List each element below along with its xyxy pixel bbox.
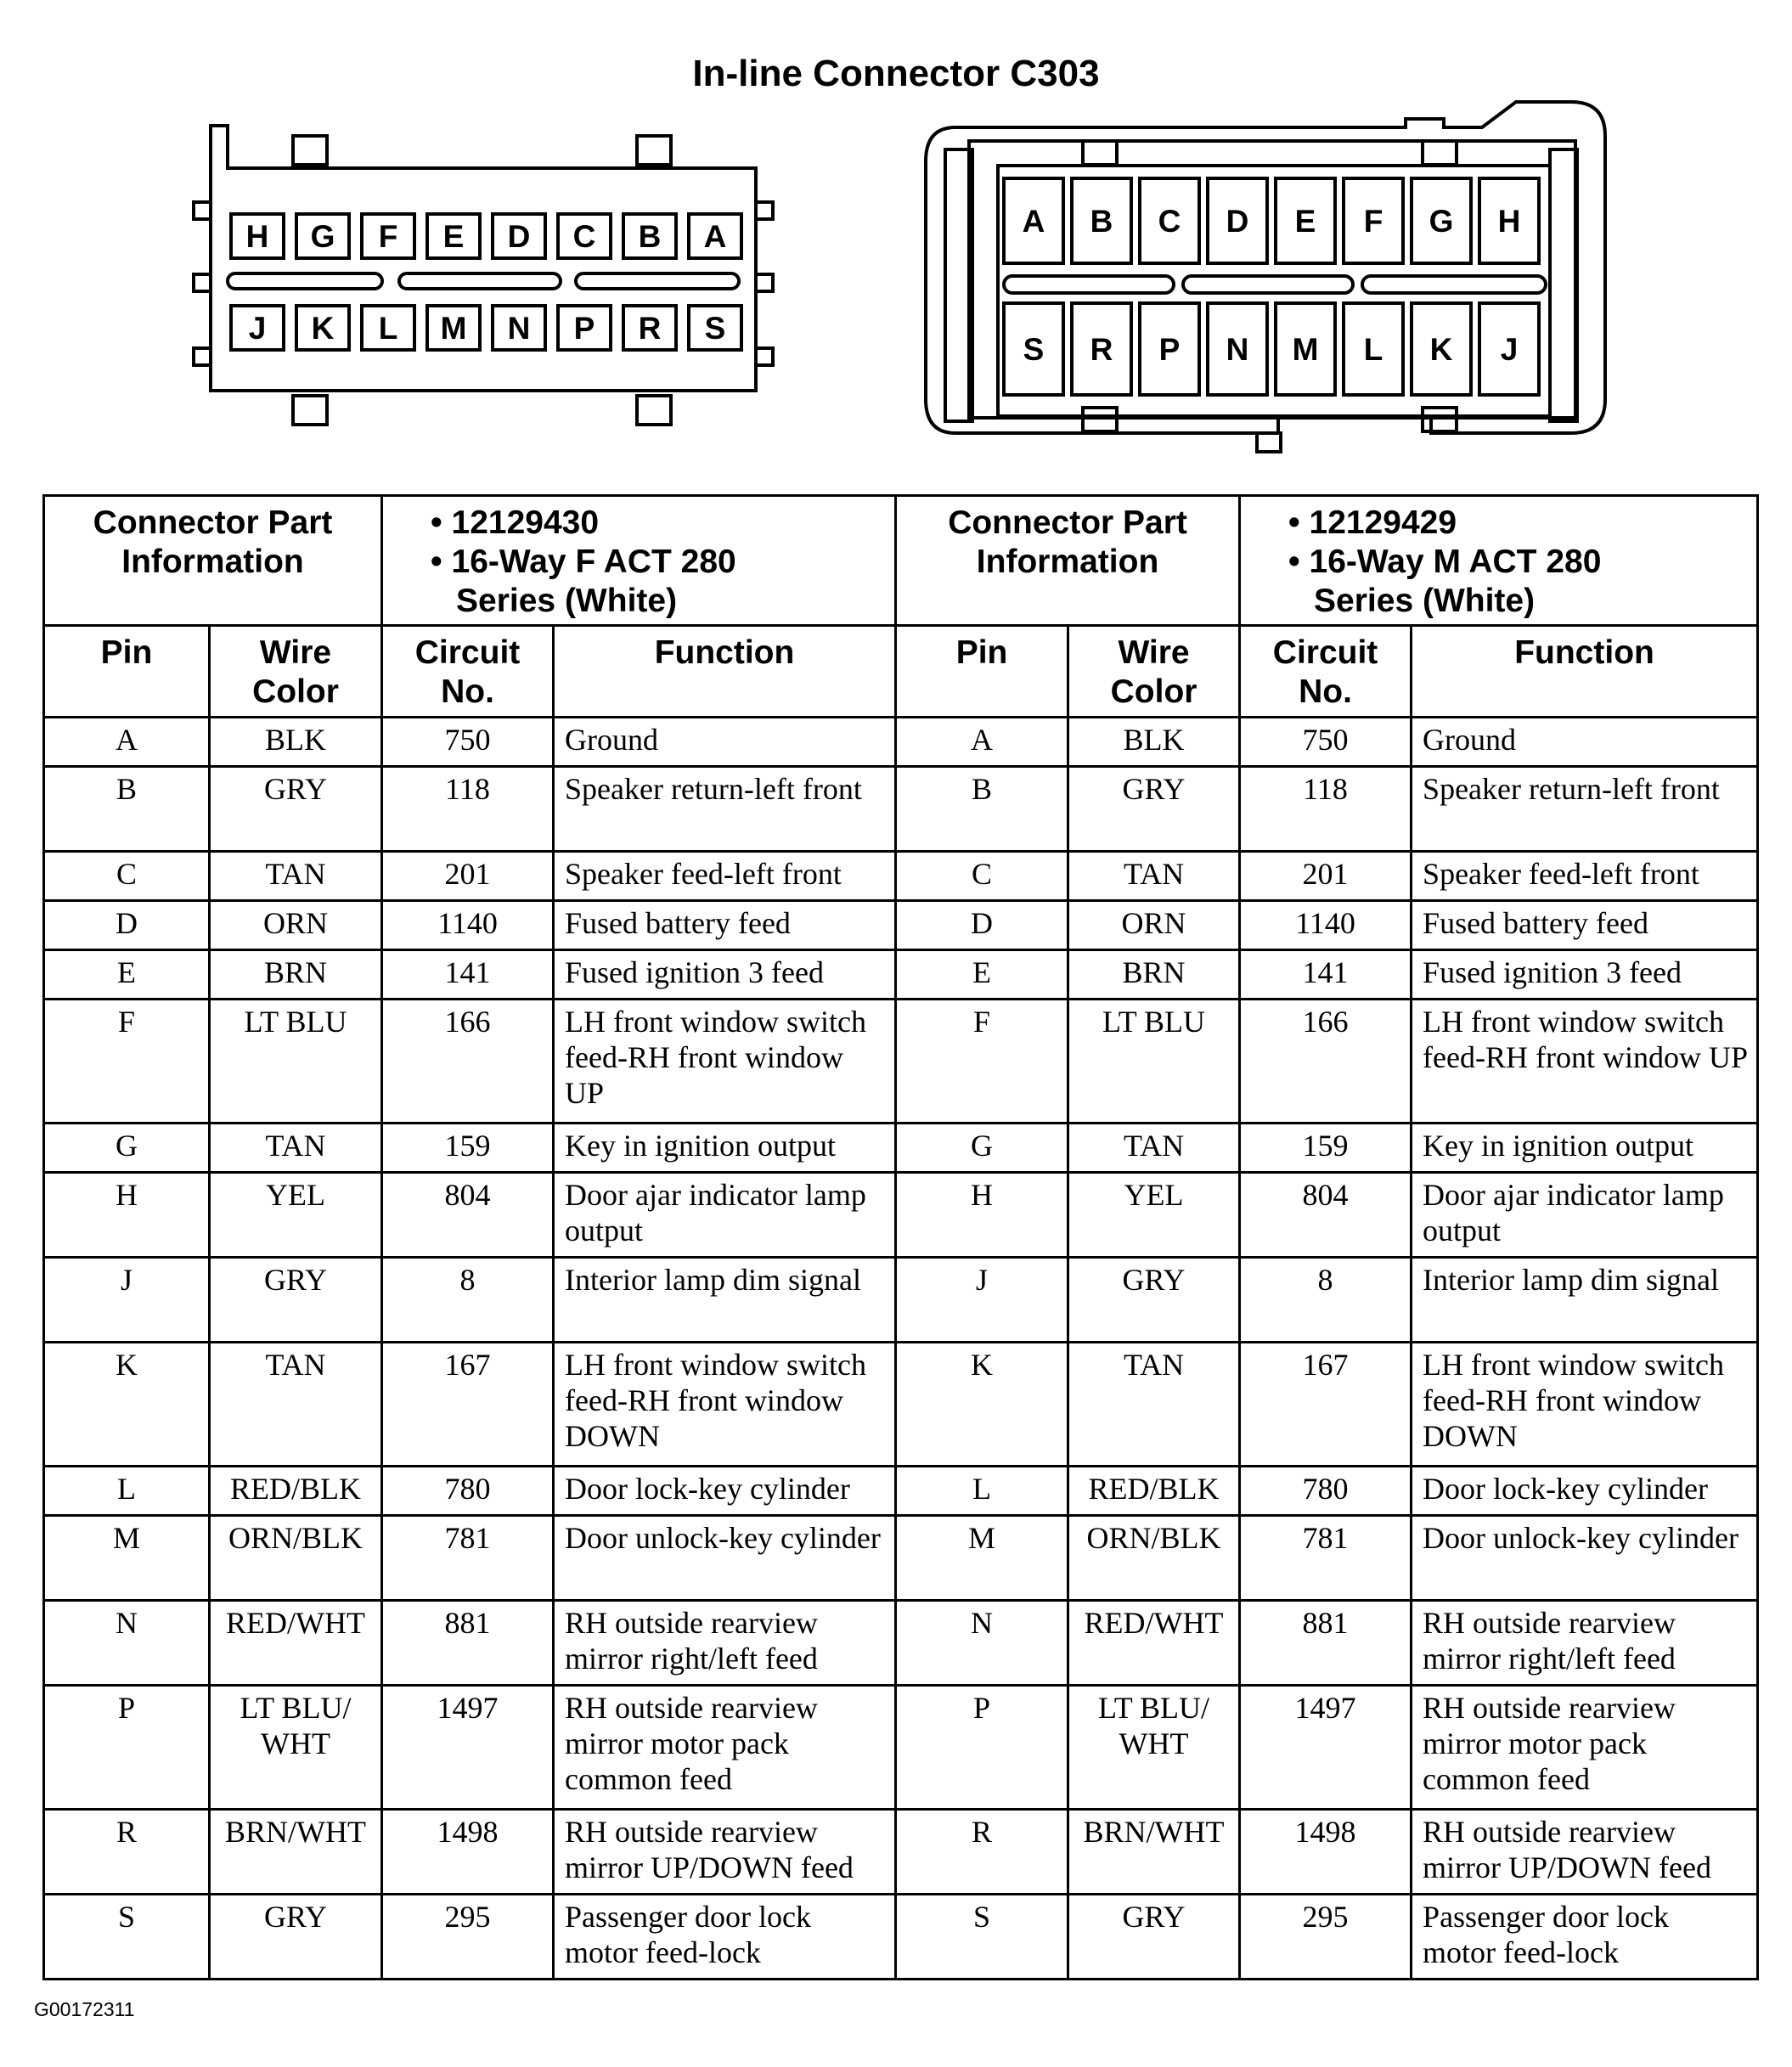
table-row xyxy=(44,1516,1758,1601)
left-pin-cell: N xyxy=(44,1601,210,1686)
right-circuit-cell: 881 xyxy=(1240,1601,1412,1686)
table-row xyxy=(44,1686,1758,1810)
left-info-label: Connector Part Information xyxy=(44,496,382,626)
right-wire-cell: ORN/BLK xyxy=(1068,1516,1240,1601)
left-function-cell: Door lock-key cylinder xyxy=(554,1467,896,1516)
right-wire-cell: LT BLU xyxy=(1068,1000,1240,1124)
left-wire-cell: BLK xyxy=(210,718,382,767)
right-pin-cell: K xyxy=(896,1343,1068,1467)
right-wire-cell: GRY xyxy=(1068,1895,1240,1980)
left-circuit-cell: 1497 xyxy=(382,1686,554,1810)
left-pin-cell: F xyxy=(44,1000,210,1124)
right-wire-cell: TAN xyxy=(1068,1343,1240,1467)
page-title: In-line Connector C303 xyxy=(692,53,1100,94)
table-row xyxy=(44,718,1758,767)
right-circuit-cell: 159 xyxy=(1240,1124,1412,1173)
right-function-cell: Fused ignition 3 feed xyxy=(1412,950,1758,1000)
header-wire-right: Wire Color xyxy=(1068,626,1240,718)
left-function-cell: RH outside rearview mirror UP/DOWN feed xyxy=(554,1810,896,1895)
right-function-cell: RH outside rearview mirror UP/DOWN feed xyxy=(1412,1810,1758,1895)
right-pin-cell: A xyxy=(896,718,1068,767)
right-wire-cell: YEL xyxy=(1068,1173,1240,1258)
left-pin-cell: K xyxy=(44,1343,210,1467)
right-pin-cell: N xyxy=(896,1601,1068,1686)
left-part-info: • 12129430 • 16-Way F ACT 280 Series (White) xyxy=(382,496,896,626)
left-wire-cell: LT BLU/ WHT xyxy=(210,1686,382,1810)
left-function-cell: LH front window switch feed-RH front window DOWN xyxy=(554,1343,896,1467)
left-pin-cell: H xyxy=(44,1173,210,1258)
left-function-cell: Speaker feed-left front xyxy=(554,852,896,901)
pin-label: S xyxy=(1023,332,1045,367)
right-pin-cell: S xyxy=(896,1895,1068,1980)
right-wire-cell: RED/BLK xyxy=(1068,1467,1240,1516)
left-function-cell: LH front window switch feed-RH front window UP xyxy=(554,1000,896,1124)
pin-label: H xyxy=(1497,204,1521,239)
table-row xyxy=(44,1895,1758,1980)
pin-label: G xyxy=(1429,204,1454,239)
header-function-left: Function xyxy=(554,626,896,718)
pin-label: G xyxy=(310,219,335,254)
left-function-cell: Interior lamp dim signal xyxy=(554,1258,896,1343)
left-wire-cell: TAN xyxy=(210,852,382,901)
right-pin-cell: J xyxy=(896,1258,1068,1343)
left-pin-cell: C xyxy=(44,852,210,901)
left-pin-cell: D xyxy=(44,901,210,950)
right-wire-cell: BRN xyxy=(1068,950,1240,1000)
left-function-cell: Fused ignition 3 feed xyxy=(554,950,896,1000)
table-row xyxy=(44,767,1758,852)
header-pin-right: Pin xyxy=(896,626,1068,718)
left-circuit-cell: 1498 xyxy=(382,1810,554,1895)
right-function-cell: LH front window switch feed-RH front window UP xyxy=(1412,1000,1758,1124)
right-pin-cell: L xyxy=(896,1467,1068,1516)
right-circuit-cell: 167 xyxy=(1240,1343,1412,1467)
table-row xyxy=(44,1601,1758,1686)
right-function-cell: Door ajar indicator lamp output xyxy=(1412,1173,1758,1258)
left-circuit-cell: 881 xyxy=(382,1601,554,1686)
table-row xyxy=(44,1258,1758,1343)
right-function-cell: LH front window switch feed-RH front window DOWN xyxy=(1412,1343,1758,1467)
left-wire-cell: YEL xyxy=(210,1173,382,1258)
right-circuit-cell: 295 xyxy=(1240,1895,1412,1980)
right-pin-cell: D xyxy=(896,901,1068,950)
left-pin-cell: A xyxy=(44,718,210,767)
left-circuit-cell: 8 xyxy=(382,1258,554,1343)
right-pin-cell: B xyxy=(896,767,1068,852)
right-circuit-cell: 201 xyxy=(1240,852,1412,901)
pin-label: D xyxy=(1226,204,1249,239)
pin-label: N xyxy=(507,311,531,346)
left-function-cell: Speaker return-left front xyxy=(554,767,896,852)
right-function-cell: Passenger door lock motor feed-lock xyxy=(1412,1895,1758,1980)
header-circuit-right: Circuit No. xyxy=(1240,626,1412,718)
right-circuit-cell: 8 xyxy=(1240,1258,1412,1343)
pin-label: F xyxy=(378,219,398,254)
right-wire-cell: BLK xyxy=(1068,718,1240,767)
right-circuit-cell: 780 xyxy=(1240,1467,1412,1516)
right-function-cell: Ground xyxy=(1412,718,1758,767)
left-wire-cell: GRY xyxy=(210,767,382,852)
pin-label: S xyxy=(704,311,726,346)
table-row xyxy=(44,1000,1758,1124)
left-function-cell: RH outside rearview mirror right/left feed xyxy=(554,1601,896,1686)
right-wire-cell: GRY xyxy=(1068,1258,1240,1343)
right-circuit-cell: 750 xyxy=(1240,718,1412,767)
pin-label: D xyxy=(507,219,531,254)
right-wire-cell: TAN xyxy=(1068,852,1240,901)
left-wire-cell: TAN xyxy=(210,1343,382,1467)
right-pin-cell: C xyxy=(896,852,1068,901)
pin-label: J xyxy=(248,311,267,346)
right-function-cell: Speaker feed-left front xyxy=(1412,852,1758,901)
left-circuit-cell: 118 xyxy=(382,767,554,852)
left-circuit-cell: 295 xyxy=(382,1895,554,1980)
table-row xyxy=(44,1467,1758,1516)
pin-label: L xyxy=(378,311,398,346)
right-wire-cell: RED/WHT xyxy=(1068,1601,1240,1686)
right-circuit-cell: 166 xyxy=(1240,1000,1412,1124)
pin-label: L xyxy=(1363,332,1383,367)
right-circuit-cell: 1498 xyxy=(1240,1810,1412,1895)
left-function-cell: RH outside rearview mirror motor pack common feed xyxy=(554,1686,896,1810)
pinout-table xyxy=(42,494,1759,1980)
pin-label: N xyxy=(1226,332,1249,367)
female-connector-diagram xyxy=(187,126,781,440)
right-pin-cell: R xyxy=(896,1810,1068,1895)
right-circuit-cell: 1497 xyxy=(1240,1686,1412,1810)
table-row xyxy=(44,1810,1758,1895)
left-wire-cell: BRN/WHT xyxy=(210,1810,382,1895)
pin-label: A xyxy=(1022,204,1045,239)
header-function-right: Function xyxy=(1412,626,1758,718)
left-wire-cell: RED/WHT xyxy=(210,1601,382,1686)
pin-label: M xyxy=(1292,332,1319,367)
right-pin-cell: F xyxy=(896,1000,1068,1124)
right-wire-cell: TAN xyxy=(1068,1124,1240,1173)
pin-label: C xyxy=(572,219,596,254)
left-circuit-cell: 159 xyxy=(382,1124,554,1173)
left-wire-cell: RED/BLK xyxy=(210,1467,382,1516)
pin-label: B xyxy=(638,219,662,254)
left-circuit-cell: 166 xyxy=(382,1000,554,1124)
left-circuit-cell: 141 xyxy=(382,950,554,1000)
pin-label: K xyxy=(1429,332,1453,367)
right-wire-cell: ORN xyxy=(1068,901,1240,950)
pin-label: P xyxy=(1158,332,1181,367)
left-circuit-cell: 1140 xyxy=(382,901,554,950)
left-pin-cell: M xyxy=(44,1516,210,1601)
male-connector-diagram xyxy=(921,93,1618,459)
table-row xyxy=(44,1124,1758,1173)
left-function-cell: Fused battery feed xyxy=(554,901,896,950)
pin-label: P xyxy=(573,311,595,346)
left-circuit-cell: 781 xyxy=(382,1516,554,1601)
right-function-cell: RH outside rearview mirror right/left feed xyxy=(1412,1601,1758,1686)
pin-label: K xyxy=(311,311,335,346)
pin-label: E xyxy=(442,219,465,254)
left-function-cell: Passenger door lock motor feed-lock xyxy=(554,1895,896,1980)
pin-label: B xyxy=(1090,204,1113,239)
right-pin-cell: M xyxy=(896,1516,1068,1601)
right-wire-cell: LT BLU/ WHT xyxy=(1068,1686,1240,1810)
left-wire-cell: BRN xyxy=(210,950,382,1000)
table-row xyxy=(44,852,1758,901)
left-circuit-cell: 167 xyxy=(382,1343,554,1467)
pin-label: R xyxy=(638,311,662,346)
header-wire-left: Wire Color xyxy=(210,626,382,718)
header-pin-left: Pin xyxy=(44,626,210,718)
right-info-label: Connector Part Information xyxy=(896,496,1240,626)
left-wire-cell: TAN xyxy=(210,1124,382,1173)
pin-label: H xyxy=(245,219,269,254)
left-pin-cell: S xyxy=(44,1895,210,1980)
left-function-cell: Ground xyxy=(554,718,896,767)
left-function-cell: Door unlock-key cylinder xyxy=(554,1516,896,1601)
pin-label: J xyxy=(1500,332,1519,367)
pin-label: E xyxy=(1294,204,1316,239)
right-function-cell: Speaker return-left front xyxy=(1412,767,1758,852)
table-row xyxy=(44,1173,1758,1258)
right-function-cell: Key in ignition output xyxy=(1412,1124,1758,1173)
pin-label: M xyxy=(440,311,467,346)
right-function-cell: RH outside rearview mirror motor pack common feed xyxy=(1412,1686,1758,1810)
right-circuit-cell: 1140 xyxy=(1240,901,1412,950)
left-pin-cell: P xyxy=(44,1686,210,1810)
left-pin-cell: B xyxy=(44,767,210,852)
right-function-cell: Interior lamp dim signal xyxy=(1412,1258,1758,1343)
figure-code: G00172311 xyxy=(34,1998,135,2020)
table-row xyxy=(44,1343,1758,1467)
left-pin-cell: J xyxy=(44,1258,210,1343)
table-row xyxy=(44,901,1758,950)
pin-label: C xyxy=(1158,204,1181,239)
left-pin-cell: R xyxy=(44,1810,210,1895)
left-wire-cell: ORN/BLK xyxy=(210,1516,382,1601)
pin-label: A xyxy=(703,219,727,254)
right-wire-cell: BRN/WHT xyxy=(1068,1810,1240,1895)
right-circuit-cell: 141 xyxy=(1240,950,1412,1000)
right-pin-cell: G xyxy=(896,1124,1068,1173)
right-circuit-cell: 804 xyxy=(1240,1173,1412,1258)
left-wire-cell: GRY xyxy=(210,1895,382,1980)
table-row xyxy=(44,950,1758,1000)
pin-label: R xyxy=(1090,332,1113,367)
right-wire-cell: GRY xyxy=(1068,767,1240,852)
left-pin-cell: E xyxy=(44,950,210,1000)
right-pin-cell: P xyxy=(896,1686,1068,1810)
right-function-cell: Fused battery feed xyxy=(1412,901,1758,950)
right-circuit-cell: 781 xyxy=(1240,1516,1412,1601)
left-function-cell: Door ajar indicator lamp output xyxy=(554,1173,896,1258)
right-circuit-cell: 118 xyxy=(1240,767,1412,852)
left-circuit-cell: 750 xyxy=(382,718,554,767)
right-function-cell: Door lock-key cylinder xyxy=(1412,1467,1758,1516)
right-function-cell: Door unlock-key cylinder xyxy=(1412,1516,1758,1601)
header-circuit-left: Circuit No. xyxy=(382,626,554,718)
left-circuit-cell: 201 xyxy=(382,852,554,901)
left-function-cell: Key in ignition output xyxy=(554,1124,896,1173)
left-pin-cell: L xyxy=(44,1467,210,1516)
left-circuit-cell: 804 xyxy=(382,1173,554,1258)
left-circuit-cell: 780 xyxy=(382,1467,554,1516)
right-pin-cell: E xyxy=(896,950,1068,1000)
left-pin-cell: G xyxy=(44,1124,210,1173)
right-part-info: • 12129429 • 16-Way M ACT 280 Series (White) xyxy=(1240,496,1758,626)
pin-label: F xyxy=(1363,204,1383,239)
right-pin-cell: H xyxy=(896,1173,1068,1258)
left-wire-cell: GRY xyxy=(210,1258,382,1343)
left-wire-cell: ORN xyxy=(210,901,382,950)
left-wire-cell: LT BLU xyxy=(210,1000,382,1124)
